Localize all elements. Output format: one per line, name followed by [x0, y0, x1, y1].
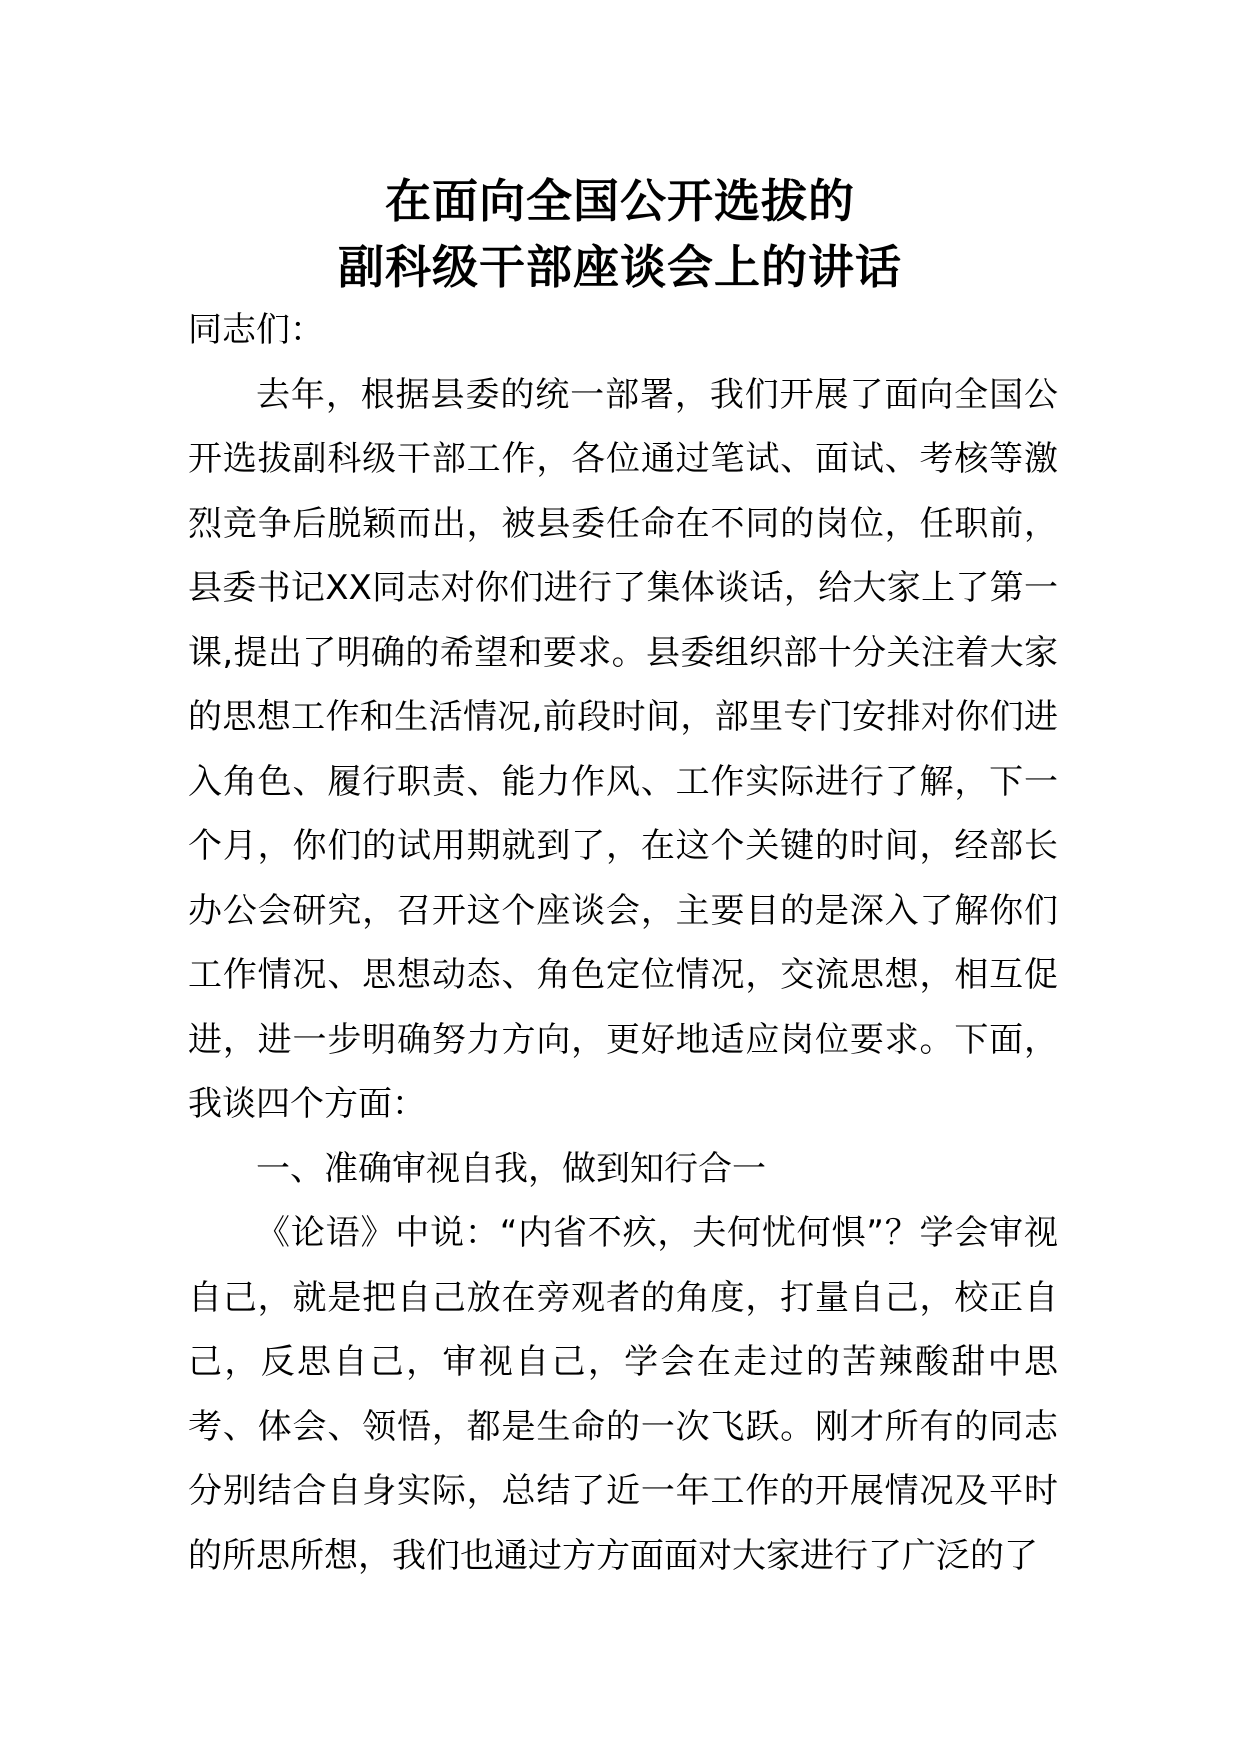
salutation: 同志们： — [188, 310, 324, 350]
document-title — [0, 168, 1240, 300]
paragraph-intro: 去年，根据县委的统一部署，我们开展了面向全国公开选拔副科级干部工作，各位通过笔试、面试、考核等激烈竞争后脱颖而出，被县委任命在不同的岗位，任职前，县委书记XX同志对你们进行了集体谈话，给大家上了第一课,提出了明确的希望和要求。县委组织部十分关注着大家的思想工作和生活情况,前段时间，部里专门安排对你们进入角色、履行职责、能力作风、工作实际进行了解，下一个月，你们的试用期就到了，在这个关键的时间，经部长办公会研究，召开这个座谈会，主要目的是深入了解你们工作情况、思想动态、角色定位情况，交流思想，相互促进，进一步明确努力方向，更好地适应岗位要求。下面，我谈四个方面： — [188, 374, 1058, 1124]
section-heading-1: 一、准确审视自我，做到知行合一 — [256, 1148, 766, 1189]
title-line-2: 副科级干部座谈会上的讲话 — [338, 240, 902, 294]
document-body — [188, 298, 1058, 1588]
paragraph-section-1: 《论语》中说：“内省不疚，夫何忧何惧”？学会审视自己，就是把自己放在旁观者的角度，打量自己，校正自己，反思自己，审视自己，学会在走过的苦辣酸甜中思考、体会、领悟，都是生命的一次飞跃。刚才所有的同志分别结合自身实际，总结了近一年工作的开展情况及平时的所思所想，我们也通过方方面面对大家进行了广泛的了 — [188, 1213, 1058, 1576]
title-line-1: 在面向全国公开选拔的 — [385, 174, 855, 228]
